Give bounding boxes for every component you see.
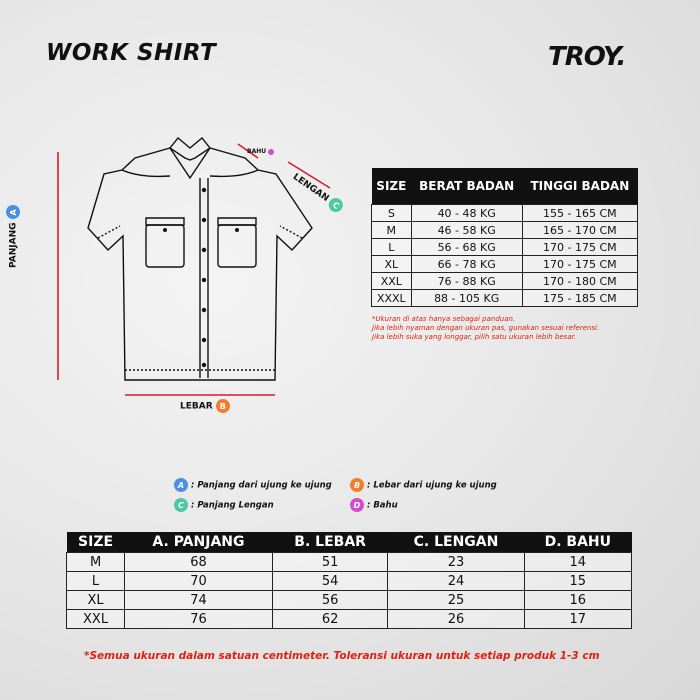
table-cell: XL (67, 591, 125, 610)
table-cell: 40 - 48 KG (411, 205, 522, 222)
header-tinggi: TINGGI BADAN (522, 168, 637, 205)
header-size: SIZE (67, 532, 125, 553)
note-line: *Ukuran di atas hanya sebagai panduan. (372, 315, 516, 323)
body-size-table (371, 168, 638, 307)
table-cell: 88 - 105 KG (411, 290, 522, 307)
table-cell: 14 (524, 553, 631, 572)
panjang-label: PANJANG A (6, 205, 20, 268)
table-cell: 170 - 175 CM (522, 256, 637, 273)
table-cell: XL (372, 256, 412, 273)
table-cell: 46 - 58 KG (411, 222, 522, 239)
table-cell: 56 (272, 591, 388, 610)
table-cell: 175 - 185 CM (522, 290, 637, 307)
table-cell: 16 (524, 591, 631, 610)
note-line: Jika lebih nyaman dengan ukuran pas, gunakan sesuai referensi. (372, 324, 600, 332)
measure-lines (58, 144, 330, 395)
header-berat: BERAT BADAN (411, 168, 522, 205)
table-cell: 76 - 88 KG (411, 273, 522, 290)
table-cell: 68 (125, 553, 273, 572)
brand-logo: TROY. (548, 42, 626, 72)
legend-c-icon: C (174, 498, 188, 512)
legend-c-icon: C (326, 195, 345, 214)
header-lebar: B. LEBAR (272, 532, 388, 553)
legend-b-icon: B (350, 478, 364, 492)
legend-d: D : Bahu (350, 498, 398, 512)
table-row (372, 239, 638, 256)
header-bahu: D. BAHU (524, 532, 631, 553)
header-panjang: A. PANJANG (125, 532, 273, 553)
shirt-diagram (40, 130, 360, 400)
header-size: SIZE (372, 168, 412, 205)
legend-d-icon: D (350, 498, 364, 512)
legend-b-icon: B (216, 399, 230, 413)
table-cell: XXL (372, 273, 412, 290)
table-cell: M (67, 553, 125, 572)
table-cell: L (67, 572, 125, 591)
table-row (67, 591, 632, 610)
size-notes (372, 315, 599, 342)
table-row (67, 572, 632, 591)
table-cell: M (372, 222, 412, 239)
table-cell: 23 (388, 553, 524, 572)
table-cell: 25 (388, 591, 524, 610)
table-row (372, 273, 638, 290)
table-cell: 56 - 68 KG (411, 239, 522, 256)
legend-a-icon: A (174, 478, 188, 492)
table-cell: 62 (272, 610, 388, 629)
table-row (372, 256, 638, 273)
lebar-label: LEBAR B (180, 399, 230, 413)
table-cell: 66 - 78 KG (411, 256, 522, 273)
table-row (67, 610, 632, 629)
table-cell: 74 (125, 591, 273, 610)
table-cell: S (372, 205, 412, 222)
table-cell: 26 (388, 610, 524, 629)
header-lengan: C. LENGAN (388, 532, 524, 553)
table-row (372, 222, 638, 239)
table-cell: XXL (67, 610, 125, 629)
bahu-dot-icon (268, 149, 274, 155)
table-cell: 54 (272, 572, 388, 591)
table-cell: XXXL (372, 290, 412, 307)
table-cell: 170 - 180 CM (522, 273, 637, 290)
table-cell: 76 (125, 610, 273, 629)
legend-a-icon: A (6, 205, 20, 219)
legend-a: A : Panjang dari ujung ke ujung (174, 478, 332, 492)
table-row (372, 290, 638, 307)
measurement-table (66, 532, 632, 629)
table-cell: 24 (388, 572, 524, 591)
legend-b: B : Lebar dari ujung ke ujung (350, 478, 497, 492)
table-cell: 15 (524, 572, 631, 591)
table-cell: 51 (272, 553, 388, 572)
note-line: Jika lebih suka yang longgar, pilih satu ukuran lebih besar. (372, 333, 577, 341)
page-title: WORK SHIRT (46, 40, 217, 66)
table-cell: 70 (125, 572, 273, 591)
table-header-row (372, 168, 638, 205)
table-cell: 170 - 175 CM (522, 239, 637, 256)
footer-note: *Semua ukuran dalam satuan centimeter. Toleransi ukuran untuk setiap produk 1-3 cm (84, 650, 600, 662)
table-cell: 155 - 165 CM (522, 205, 637, 222)
bahu-label: BAHU (247, 148, 274, 155)
table-row (372, 205, 638, 222)
table-cell: 17 (524, 610, 631, 629)
shirt-buttons (163, 188, 239, 367)
table-cell: L (372, 239, 412, 256)
table-row (67, 553, 632, 572)
legend-c: C : Panjang Lengan (174, 498, 274, 512)
shirt-outline (88, 138, 312, 380)
table-header-row (67, 532, 632, 553)
lengan-label: LENGAN C (290, 170, 346, 215)
table-cell: 165 - 170 CM (522, 222, 637, 239)
